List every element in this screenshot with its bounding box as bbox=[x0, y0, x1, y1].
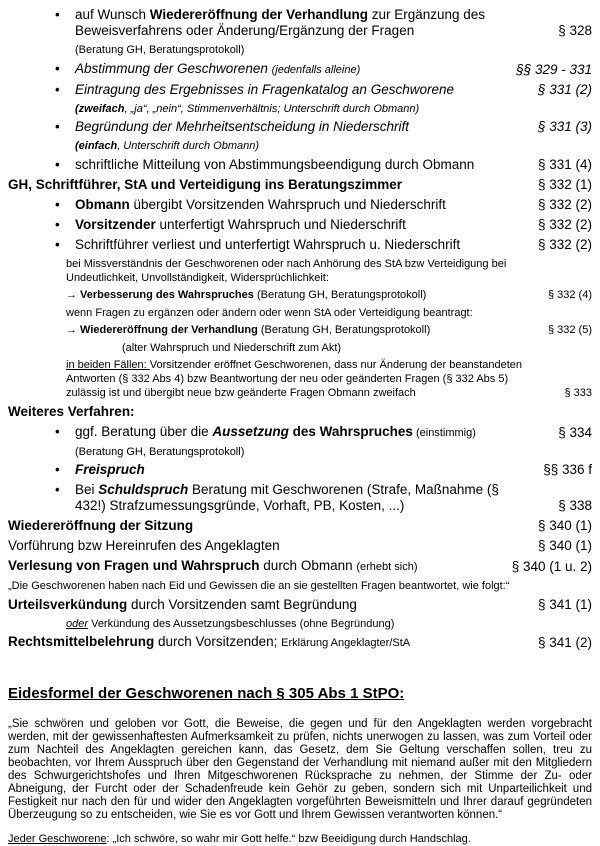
text-segment: § 332 (2) bbox=[537, 236, 592, 252]
text-segment: auf Wunsch bbox=[75, 7, 150, 22]
text-segment: Wiedereröffnung der Sitzung bbox=[8, 518, 194, 533]
text-segment: durch Obmann bbox=[259, 558, 357, 573]
line-text bbox=[66, 258, 506, 284]
doc-line bbox=[8, 306, 592, 320]
text-segment: § 341 (1) bbox=[537, 596, 592, 612]
text-segment: Obmann bbox=[75, 196, 130, 212]
text-segment: § 331 (3) bbox=[537, 119, 592, 134]
text-segment: (jedenfalls alleine) bbox=[271, 63, 361, 76]
text-segment: § 334 bbox=[558, 424, 592, 440]
line-text bbox=[75, 217, 406, 232]
text-segment: §§ 336 f bbox=[543, 462, 592, 477]
text-segment: Schriftführer verliest und unterfertigt Wahrspruch u. Niederschrift bbox=[75, 236, 461, 252]
section-ref bbox=[538, 518, 592, 534]
doc-line bbox=[8, 257, 592, 285]
text-segment: § 340 (1 u. 2) bbox=[511, 559, 592, 574]
bullet-icon: • bbox=[55, 236, 60, 252]
text-segment: § 341 (2) bbox=[537, 635, 592, 650]
doc-line bbox=[8, 482, 592, 514]
text-segment: § 332 (5) bbox=[547, 324, 592, 336]
text-segment: unterfertigt Wahrspruch und Niederschrift bbox=[155, 216, 406, 232]
bullet-icon: • bbox=[55, 7, 60, 22]
line-text bbox=[75, 61, 360, 76]
line-text bbox=[66, 618, 394, 630]
text-segment: Verkündung des Aussetzungsbeschlusses (ohne Begründung) bbox=[88, 617, 395, 630]
line-text bbox=[8, 177, 402, 192]
section-ref bbox=[516, 62, 592, 78]
line-text bbox=[75, 482, 499, 513]
section-ref bbox=[558, 425, 592, 441]
doc-line bbox=[8, 558, 592, 575]
doc-line bbox=[8, 341, 592, 355]
text-segment: § 332 (2) bbox=[537, 196, 592, 212]
doc-line bbox=[8, 177, 592, 193]
line-text bbox=[122, 342, 341, 354]
text-segment: Bei bbox=[75, 482, 99, 497]
line-text bbox=[75, 157, 474, 172]
text-segment: → Wiedereröffnung der Verhandlung bbox=[66, 324, 258, 336]
text-segment: § 331 (2) bbox=[537, 81, 592, 97]
line-text bbox=[8, 538, 280, 553]
line-text bbox=[66, 324, 430, 336]
doc-line bbox=[8, 634, 592, 651]
text-segment: (einstimmig) bbox=[412, 426, 476, 439]
line-text bbox=[8, 634, 410, 649]
line-text bbox=[75, 237, 460, 252]
text-segment: schriftliche Mitteilung von Abstimmungsbeendigung durch Obmann bbox=[75, 156, 475, 172]
line-text bbox=[66, 307, 473, 319]
oath-footer bbox=[8, 833, 592, 846]
text-segment: § 331 (4) bbox=[537, 156, 592, 172]
doc-line bbox=[8, 288, 592, 302]
text-segment: (Beratung GH, Beratungsprotokoll) bbox=[257, 324, 431, 336]
text-segment: Begründung der Mehrheitsentscheidung in Niederschrift bbox=[75, 119, 409, 134]
section-ref bbox=[538, 217, 592, 233]
doc-line bbox=[8, 61, 592, 78]
bullet-icon: • bbox=[55, 119, 60, 134]
doc-line bbox=[8, 617, 592, 631]
text-segment: (einfach bbox=[75, 140, 118, 152]
section-ref bbox=[538, 538, 592, 554]
section-ref bbox=[558, 23, 592, 39]
text-segment: durch Vorsitzenden; bbox=[154, 634, 282, 649]
text-segment: (erhebt sich) bbox=[356, 561, 418, 573]
bullet-icon: • bbox=[55, 482, 60, 497]
text-segment: Rechtsmittelbelehrung bbox=[8, 634, 155, 649]
text-segment: Vorsitzender eröffnet Geschworenen, dass nur Änderung der beanstandeten Antworten (§ 332 Abs 4) bzw Beantwortung der neu oder geänderten Fragen (§ 332 Abs 5) zulässig ist und übergibt neue bzw geänderte Fragen Obmann zweifach bbox=[66, 359, 522, 399]
text-segment: Wiedereröffnung der Verhandlung bbox=[149, 7, 368, 22]
text-segment: § 328 bbox=[558, 23, 592, 38]
doc-line bbox=[8, 102, 592, 116]
section-ref bbox=[538, 119, 592, 135]
text-segment: GH, Schriftführer, StA und Verteidigung ins Beratungszimmer bbox=[8, 176, 403, 192]
text-segment: → Verbesserung des Wahrspruches bbox=[66, 289, 254, 301]
line-text bbox=[75, 7, 485, 38]
doc-line bbox=[8, 597, 592, 613]
section-ref bbox=[538, 635, 592, 651]
doc-line bbox=[8, 7, 592, 39]
doc-line bbox=[8, 82, 592, 98]
text-segment: durch Vorsitzenden samt Begründung bbox=[127, 596, 357, 612]
doc-line bbox=[8, 358, 592, 400]
text-segment: bei Missverständnis der Geschworenen oder nach Anhörung des StA bzw Verteidigung bei Undeutlichkeit, Unvollständigkeit, Widersprüchlichkeit: bbox=[66, 257, 507, 284]
doc-line bbox=[8, 445, 592, 459]
text-segment: § 340 (1) bbox=[537, 518, 592, 533]
line-text bbox=[75, 446, 244, 458]
bullet-icon: • bbox=[55, 216, 60, 232]
doc-line bbox=[8, 43, 592, 57]
text-segment: Vorführung bzw Hereinrufen des Angeklagten bbox=[8, 538, 280, 553]
line-text bbox=[75, 119, 409, 134]
doc-line bbox=[8, 538, 592, 554]
oath-heading: Eidesformel der Geschworenen nach § 305 Abs 1 StPO: bbox=[8, 685, 405, 702]
text-segment: Urteilsverkündung bbox=[8, 596, 128, 612]
text-segment: (Beratung GH, Beratungsprotokoll) bbox=[75, 44, 245, 56]
oath-section bbox=[8, 684, 592, 846]
text-segment: (Beratung GH, Beratungsprotokoll) bbox=[253, 289, 427, 301]
outline-section bbox=[8, 7, 592, 651]
section-ref bbox=[538, 197, 592, 213]
line-text bbox=[8, 518, 193, 533]
line-text bbox=[75, 197, 446, 212]
text-segment: Beratung mit Geschworenen (Strafe, Maßnahme (§ 432!) Strafzumessungsgründe, Vorhaft, PB, Kosten, ...) bbox=[75, 482, 499, 513]
text-segment: oder bbox=[66, 617, 89, 630]
section-ref bbox=[538, 82, 592, 98]
line-text bbox=[75, 82, 454, 97]
text-segment: , Unterschrift durch Obmann) bbox=[117, 140, 260, 152]
section-ref bbox=[543, 462, 592, 478]
line-text bbox=[8, 597, 357, 612]
text-segment: § 332 (4) bbox=[547, 289, 592, 301]
section-ref bbox=[538, 237, 592, 253]
text-segment: Erklärung Angeklagter/StA bbox=[281, 637, 411, 649]
text-segment: (alter Wahrspruch und Niederschrift zum Akt) bbox=[122, 341, 342, 354]
bullet-icon: • bbox=[55, 462, 60, 477]
text-segment: Vorsitzender bbox=[75, 216, 156, 232]
text-segment: Eintragung des Ergebnisses in Fragenkatalog an Geschworene bbox=[75, 81, 454, 97]
doc-line bbox=[8, 217, 592, 233]
doc-line bbox=[8, 518, 592, 534]
doc-line bbox=[8, 323, 592, 337]
doc-line bbox=[8, 197, 592, 213]
oath-text: „Sie schwören und geloben vor Gott, die Beweise, die gegen und für den Angeklagten werden vorgebracht werden, mit der gewissenhaftesten Aufmerksamkeit zu prüfen, nichts unerwogen zu lassen, was zum Vorteil oder zum Nachteil des Angeklagten gereichen kann, das Gesetz, dem Sie Geltung verschaffen sollen, treu zu beobachten, vor Ihrem Ausspruch über den Gegenstand der Verhandlung mit niemand außer mit den Mitgliedern des Schwurgerichtshofes und Ihren Mitgeschworenen Rücksprache zu nehmen, der Stimme der Zu- oder Abneigung, der Furcht oder der Schadenfreude kein Gehör zu geben, sondern sich mit Unparteilichkeit und Festigkeit nur nach den für und wider den Angeklagten vorgeführten Beweismitteln und Ihrer darauf gegründeten Überzeugung so zu entscheiden, wie Sie es vor Gott und Ihrem Gewissen verantworten können.“ bbox=[8, 718, 592, 821]
doc-line bbox=[8, 157, 592, 173]
text-segment: § 333 bbox=[564, 387, 592, 399]
line-text bbox=[66, 359, 522, 399]
text-segment: „Die Geschworenen haben nach Eid und Gewissen die an sie gestellten Fragen beantwortet, wie folgt:“ bbox=[8, 580, 510, 592]
section-ref bbox=[538, 597, 592, 613]
line-text bbox=[8, 558, 418, 573]
section-ref bbox=[538, 157, 592, 173]
section-ref bbox=[564, 386, 592, 400]
text-segment: übergibt Vorsitzenden Wahrspruch und Niederschrift bbox=[129, 196, 446, 212]
text-segment: Freispruch bbox=[75, 462, 145, 477]
line-text bbox=[75, 424, 476, 439]
bullet-icon: • bbox=[55, 60, 60, 76]
text-segment: (zweifach bbox=[75, 102, 125, 115]
doc-line bbox=[8, 237, 592, 253]
line-text bbox=[75, 140, 259, 152]
doc-line bbox=[8, 424, 592, 441]
text-segment: Verlesung von Fragen und Wahrspruch bbox=[8, 558, 260, 573]
text-segment: § 340 (1) bbox=[537, 538, 592, 553]
section-ref bbox=[548, 323, 592, 337]
bullet-icon: • bbox=[55, 196, 60, 212]
text-segment: Aussetzung bbox=[212, 423, 289, 439]
text-segment: § 338 bbox=[558, 498, 592, 513]
text-segment: ggf. Beratung über die bbox=[75, 423, 213, 439]
line-text bbox=[75, 103, 419, 115]
text-segment: §§ 329 - 331 bbox=[516, 61, 592, 77]
line-text bbox=[66, 289, 426, 301]
section-ref bbox=[512, 559, 592, 575]
text-segment: Jeder Geschworene bbox=[8, 833, 107, 845]
text-segment: § 332 (1) bbox=[537, 176, 592, 192]
text-segment: Schuldspruch bbox=[98, 482, 189, 497]
doc-line bbox=[8, 404, 592, 420]
text-segment: Abstimmung der Geschworenen bbox=[75, 60, 272, 76]
doc-line bbox=[8, 119, 592, 135]
outline bbox=[8, 7, 592, 651]
doc-line bbox=[8, 462, 592, 478]
text-segment: Weiteres Verfahren: bbox=[8, 403, 135, 419]
section-ref bbox=[558, 498, 592, 514]
section-ref bbox=[548, 288, 592, 302]
text-segment: des Wahrspruches bbox=[288, 423, 413, 439]
text-segment: wenn Fragen zu ergänzen oder ändern oder wenn StA oder Verteidigung beantragt: bbox=[66, 306, 473, 319]
line-text bbox=[8, 404, 135, 419]
bullet-icon: • bbox=[55, 81, 60, 97]
doc-line bbox=[8, 579, 592, 593]
bullet-icon: • bbox=[55, 423, 60, 439]
line-text bbox=[75, 462, 145, 477]
text-segment: (Beratung GH, Beratungsprotokoll) bbox=[75, 445, 245, 458]
text-segment: , „ja“, „nein“, Stimmenverhältnis; Unterschrift durch Obmann) bbox=[124, 102, 420, 115]
section-ref bbox=[538, 177, 592, 193]
text-segment: : „Ich schwöre, so wahr mir Gott helfe.“ bzw Beeidigung durch Handschlag. bbox=[106, 833, 471, 845]
line-text bbox=[8, 580, 509, 592]
text-segment: in beiden Fällen: bbox=[66, 359, 150, 371]
doc-line bbox=[8, 139, 592, 153]
text-segment: § 332 (2) bbox=[537, 216, 592, 232]
bullet-icon: • bbox=[55, 156, 60, 172]
line-text bbox=[75, 44, 244, 56]
text-segment: zur Ergänzung des Beweisverfahrens oder Änderung/Ergänzung der Fragen bbox=[75, 7, 486, 38]
